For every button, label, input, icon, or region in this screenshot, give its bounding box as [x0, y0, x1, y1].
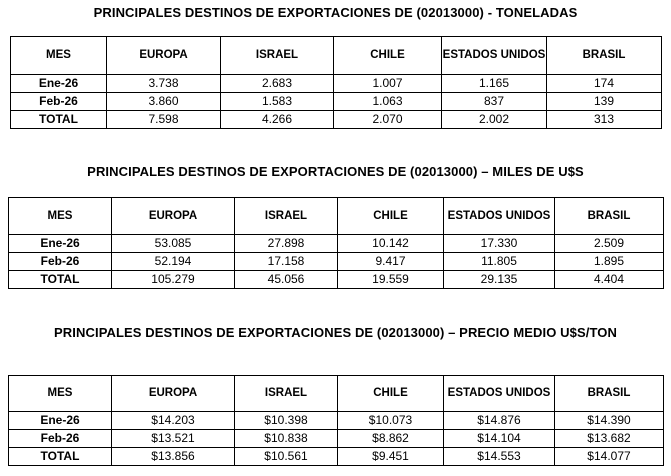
- cell: 3.860: [107, 93, 221, 111]
- cell: 174: [547, 75, 662, 93]
- table-row-total: [9, 271, 664, 289]
- header-israel: ISRAEL: [235, 198, 338, 235]
- cell: 1.063: [334, 93, 442, 111]
- header-europa: EUROPA: [107, 37, 221, 75]
- cell: 139: [547, 93, 662, 111]
- cell: $14.553: [444, 448, 555, 466]
- cell: 1.165: [442, 75, 547, 93]
- cell: 837: [442, 93, 547, 111]
- table-row: [9, 253, 664, 271]
- cell: $10.561: [235, 448, 338, 466]
- cell: $13.856: [112, 448, 235, 466]
- header-brasil: BRASIL: [555, 376, 664, 412]
- cell: 2.509: [555, 235, 664, 253]
- header-mes: MES: [9, 198, 112, 235]
- cell: 313: [547, 111, 662, 129]
- row-label: Ene-26: [9, 235, 112, 253]
- cell: $14.077: [555, 448, 664, 466]
- table-miles-usd: [8, 197, 664, 289]
- table-title-miles-usd: PRINCIPALES DESTINOS DE EXPORTACIONES DE (02013000) – MILES DE U$S: [87, 164, 584, 179]
- row-label: TOTAL: [9, 271, 112, 289]
- cell: 3.738: [107, 75, 221, 93]
- cell: 4.404: [555, 271, 664, 289]
- row-label: Ene-26: [9, 412, 112, 430]
- cell: 17.330: [444, 235, 555, 253]
- table-row-total: [9, 448, 664, 466]
- cell: 17.158: [235, 253, 338, 271]
- header-row: [9, 198, 664, 235]
- cell: 9.417: [338, 253, 444, 271]
- cell: $14.203: [112, 412, 235, 430]
- cell: 52.194: [112, 253, 235, 271]
- table-row: [11, 93, 662, 111]
- table-row-total: [11, 111, 662, 129]
- cell: $10.398: [235, 412, 338, 430]
- header-estados-unidos: ESTADOS UNIDOS: [442, 37, 547, 75]
- cell: $14.876: [444, 412, 555, 430]
- cell: 19.559: [338, 271, 444, 289]
- cell: 11.805: [444, 253, 555, 271]
- cell: 10.142: [338, 235, 444, 253]
- cell: 1.007: [334, 75, 442, 93]
- header-brasil: BRASIL: [547, 37, 662, 75]
- table-row: [9, 430, 664, 448]
- row-label: Feb-26: [9, 430, 112, 448]
- cell: $9.451: [338, 448, 444, 466]
- table-precio-medio: [8, 375, 664, 466]
- header-israel: ISRAEL: [221, 37, 334, 75]
- cell: 2.070: [334, 111, 442, 129]
- header-row: [11, 37, 662, 75]
- table-title-precio-medio: PRINCIPALES DESTINOS DE EXPORTACIONES DE (02013000) – PRECIO MEDIO U$S/TON: [54, 325, 617, 340]
- cell: $8.862: [338, 430, 444, 448]
- table-row: [11, 75, 662, 93]
- cell: 1.583: [221, 93, 334, 111]
- cell: 45.056: [235, 271, 338, 289]
- header-mes: MES: [11, 37, 107, 75]
- cell: 27.898: [235, 235, 338, 253]
- header-mes: MES: [9, 376, 112, 412]
- header-chile: CHILE: [338, 198, 444, 235]
- row-label: Feb-26: [9, 253, 112, 271]
- cell: 2.002: [442, 111, 547, 129]
- header-row: [9, 376, 664, 412]
- row-label: Ene-26: [11, 75, 107, 93]
- header-europa: EUROPA: [112, 376, 235, 412]
- cell: $13.521: [112, 430, 235, 448]
- cell: 4.266: [221, 111, 334, 129]
- table-row: [9, 412, 664, 430]
- header-chile: CHILE: [334, 37, 442, 75]
- table-title-toneladas: PRINCIPALES DESTINOS DE EXPORTACIONES DE (02013000) - TONELADAS: [93, 5, 578, 20]
- cell: 1.895: [555, 253, 664, 271]
- header-europa: EUROPA: [112, 198, 235, 235]
- cell: $14.390: [555, 412, 664, 430]
- cell: 29.135: [444, 271, 555, 289]
- cell: $10.073: [338, 412, 444, 430]
- cell: 7.598: [107, 111, 221, 129]
- header-israel: ISRAEL: [235, 376, 338, 412]
- row-label: TOTAL: [9, 448, 112, 466]
- cell: 53.085: [112, 235, 235, 253]
- header-estados-unidos: ESTADOS UNIDOS: [444, 198, 555, 235]
- cell: $13.682: [555, 430, 664, 448]
- cell: 105.279: [112, 271, 235, 289]
- row-label: TOTAL: [11, 111, 107, 129]
- cell: $10.838: [235, 430, 338, 448]
- header-estados-unidos: ESTADOS UNIDOS: [444, 376, 555, 412]
- table-toneladas: [10, 36, 662, 129]
- row-label: Feb-26: [11, 93, 107, 111]
- cell: $14.104: [444, 430, 555, 448]
- cell: 2.683: [221, 75, 334, 93]
- header-brasil: BRASIL: [555, 198, 664, 235]
- header-chile: CHILE: [338, 376, 444, 412]
- table-row: [9, 235, 664, 253]
